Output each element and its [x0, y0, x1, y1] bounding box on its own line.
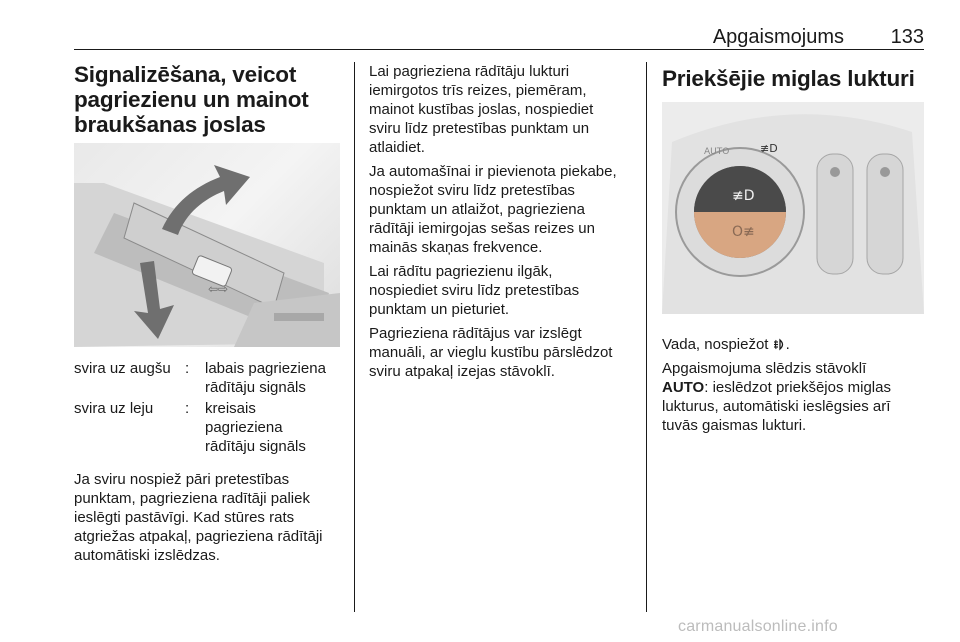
- column-1: [74, 62, 344, 570]
- section-heading-fog-lights: Priekšējie miglas lukturi: [662, 66, 915, 91]
- definition-line: kreisais: [205, 400, 256, 417]
- body-paragraph: [662, 359, 926, 435]
- text-line: sviru līdz pretestības punktam un: [369, 120, 590, 137]
- turn-signal-lever-illustration: [74, 143, 340, 347]
- definition-line: labais pagrieziena: [205, 360, 326, 377]
- page-number: 133: [890, 26, 924, 48]
- text-line: nospiežot sviru līdz pretestības: [369, 182, 575, 199]
- text-fragment: Vada, nospiežot: [662, 336, 773, 353]
- auto-label-text: AUTO: [662, 379, 705, 396]
- text-line: nospiediet sviru līdz pretestības: [369, 282, 580, 299]
- column-divider-2: [646, 62, 647, 612]
- heading-line: braukšanas joslas: [74, 112, 266, 137]
- definition-term: svira uz leju: [74, 400, 154, 417]
- text-line: Lai pagrieziena rādītāju lukturi: [369, 63, 570, 80]
- text-line: iemirgotos trīs reizes, piemēram,: [369, 82, 587, 99]
- text-fragment: .: [785, 336, 790, 353]
- body-paragraph: [662, 335, 926, 354]
- text-line: manuāli, ar vieglu kustību pārslēdzot: [369, 344, 613, 361]
- light-switch-panel-illustration: [662, 102, 924, 314]
- heading-line: Signalizēšana, veicot: [74, 62, 297, 87]
- text-line: mainās skaņas frekvence.: [369, 239, 543, 256]
- text-line: mainot kustības joslas, nospiediet: [369, 101, 594, 118]
- header-rule: [74, 49, 924, 50]
- heading-line: pagriezienu un mainot: [74, 87, 309, 112]
- svg-text:≢D: ≢D: [760, 142, 778, 155]
- text-line: sviru atpakaļ izejas stāvoklī.: [369, 363, 555, 380]
- body-paragraph: [369, 324, 635, 381]
- text-line: punktam un pieturiet.: [369, 301, 510, 318]
- definition-text: [205, 397, 326, 456]
- text-line: atgriežas atpakaļ, pagrieziena rādītāji: [74, 528, 323, 545]
- watermark: carmanualsonline.info: [678, 618, 838, 635]
- definition-row: [74, 359, 326, 397]
- body-paragraph: [369, 162, 635, 257]
- svg-text:≢D: ≢D: [732, 188, 755, 204]
- definition-separator: :: [185, 400, 190, 417]
- text-line: rādītāji iemirgojas sešas reizes un: [369, 220, 595, 237]
- definition-text: [205, 359, 326, 397]
- definition-line: pagrieziena: [205, 419, 283, 436]
- text-line: ieslēgti pastāvīgi. Kad stūres rats: [74, 509, 295, 526]
- text-line: Lai rādītu pagriezienu ilgāk,: [369, 263, 553, 280]
- svg-text:O≢: O≢: [732, 224, 755, 240]
- definition-separator: :: [185, 360, 190, 377]
- definition-row: [74, 397, 326, 456]
- text-line: automātiski izslēdzas.: [74, 547, 220, 564]
- column-divider-1: [354, 62, 355, 612]
- column-2: [369, 62, 635, 386]
- text-line: Ja automašīnai ir pievienota piekabe,: [369, 163, 617, 180]
- text-line: Ja sviru nospiež pāri pretestības: [74, 471, 290, 488]
- definition-term: svira uz augšu: [74, 360, 171, 377]
- column-3: [662, 62, 926, 440]
- text-line: punktam un atlaižot, pagrieziena: [369, 201, 585, 218]
- text-line: punktam, pagrieziena radītāji paliek: [74, 490, 310, 507]
- svg-text:⇦⇨: ⇦⇨: [208, 282, 229, 296]
- direction-definitions: [74, 359, 326, 456]
- text-line: Pagrieziena rādītājus var izslēgt: [369, 325, 582, 342]
- body-paragraph: [369, 62, 635, 157]
- auto-label: AUTO: [704, 147, 730, 157]
- definition-line: rādītāju signāls: [205, 379, 306, 396]
- text-line: Apgaismojuma slēdzis stāvoklī: [662, 360, 867, 377]
- text-fragment: : ieslēdzot priekšējos miglas: [704, 379, 891, 396]
- section-heading-turn-signals: [74, 62, 344, 137]
- page-header: [74, 26, 924, 48]
- definition-line: rādītāju signāls: [205, 438, 306, 455]
- text-line: atlaidiet.: [369, 139, 425, 156]
- section-title: Apgaismojums: [712, 26, 844, 48]
- front-fog-light-icon: [773, 338, 786, 351]
- text-line: tuvās gaismas lukturi.: [662, 417, 807, 434]
- body-paragraph: [74, 470, 344, 565]
- text-line: lukturus, automātiski ieslēgsies arī: [662, 398, 891, 415]
- body-paragraph: [369, 262, 635, 319]
